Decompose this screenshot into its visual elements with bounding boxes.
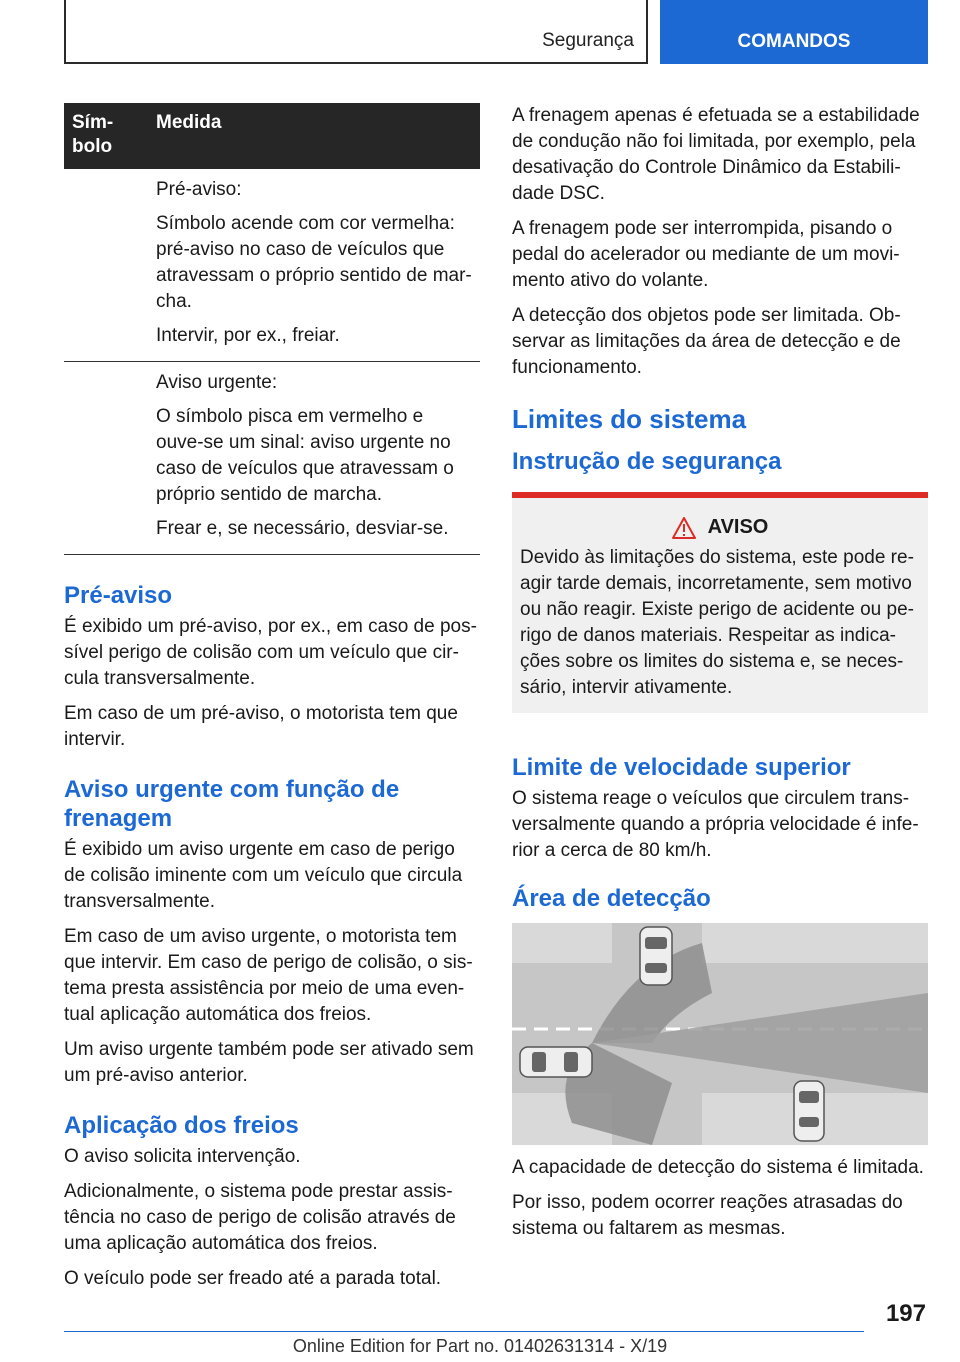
header-chapter-tab[interactable]: COMANDOS [660, 0, 928, 64]
paragraph: A frenagem apenas é efetuada se a estabilidade de condução não foi limitada, por exemplo, pela desativação do Controle Dinâmico da Estabili-dade DSC. [512, 105, 920, 204]
table-text: Aviso urgente: [156, 372, 278, 393]
warning-text: Devido às limitações do sistema, este pode re-agir tarde demais, incorretamente, sem motivo ou não reagir. Existe perigo de acidente ou pe-rigo de danos materiais. Respeitar as indica-ções sobre os limites do sistema e, se neces-sário, intervir ativamente. [520, 547, 914, 698]
header-section-box [64, 0, 648, 64]
table-header-measure: Medida [148, 103, 480, 169]
paragraph: Em caso de um aviso urgente, o motorista tem que intervir. Em caso de perigo de colisão, o sis-tema presta assistência por meio de uma even-tual aplicação automática dos freios. [64, 926, 473, 1025]
table-symbol-cell [64, 362, 148, 555]
heading-limite-velocidade: Limite de velocidade superior [512, 754, 851, 781]
header-section-title: Segurança [542, 30, 634, 51]
heading-limites-sistema: Limites do sistema [512, 404, 747, 434]
warning-box [512, 492, 928, 713]
table-measure-cell [148, 362, 480, 555]
paragraph: O veículo pode ser freado até a parada total. [64, 1268, 442, 1289]
car-top-icon [640, 927, 672, 985]
paragraph: É exibido um aviso urgente em caso de perigo de colisão iminente com um veículo que circula transversalmente. [64, 839, 463, 912]
paragraph: Adicionalmente, o sistema pode prestar assis-tência no caso de perigo de colisão através de uma aplicação automática dos freios. [64, 1181, 456, 1254]
paragraph: É exibido um pré-aviso, por ex., em caso de pos-sível perigo de colisão com um veículo que cir-cula transversalmente. [64, 616, 477, 689]
paragraph: A detecção dos objetos pode ser limitada. Ob-servar as limitações da área de detecção e de funcionamento. [512, 305, 901, 378]
paragraph: A capacidade de detecção do sistema é limitada. [512, 1157, 924, 1178]
heading-aplicacao-freios: Aplicação dos freios [64, 1112, 299, 1139]
paragraph: Um aviso urgente também pode ser ativado sem um pré-aviso anterior. [64, 1039, 474, 1086]
table-text: Intervir, por ex., freiar. [156, 325, 340, 346]
paragraph: O aviso solicita intervenção. [64, 1146, 301, 1167]
right-column [512, 103, 928, 1251]
car-left-icon [520, 1047, 592, 1077]
table-header-row [64, 103, 480, 169]
table-header-symbol: Sím- bolo [64, 103, 148, 169]
heading-area-deteccao: Área de detecção [512, 885, 711, 912]
page-header [64, 0, 928, 64]
paragraph: A frenagem pode ser interrompida, pisando o pedal do acelerador ou mediante de um movi-mento ativo do volante. [512, 218, 900, 291]
left-column [64, 103, 480, 1301]
table-text: Frear e, se necessário, desviar-se. [156, 518, 449, 539]
heading-aviso-urgente: Aviso urgente com função de frenagem [64, 776, 400, 832]
footer-divider [64, 1331, 864, 1332]
table-text: Símbolo acende com cor vermelha: pré-aviso no caso de veículos que atravessam o próprio sentido de mar-cha. [156, 213, 472, 312]
warning-triangle-icon [672, 517, 696, 539]
table-measure-cell [148, 169, 480, 362]
paragraph: Em caso de um pré-aviso, o motorista tem que intervir. [64, 703, 458, 750]
footer-edition: Online Edition for Part no. 01402631314 - X/19 [292, 1336, 668, 1356]
table-row [64, 169, 480, 362]
table-text: Pré-aviso: [156, 179, 242, 200]
heading-instrucao-seguranca: Instrução de segurança [512, 448, 782, 475]
warning-title-row [520, 516, 920, 539]
detection-area-illustration [512, 923, 928, 1145]
paragraph: O sistema reage o veículos que circulem trans-versalmente quando a própria velocidade é infe-rior a cerca de 80 km/h. [512, 788, 919, 861]
table-text: O símbolo pisca em vermelho e ouve-se um sinal: aviso urgente no caso de veículos que atravessam o próprio sentido de marcha. [156, 406, 454, 505]
symbol-table [64, 103, 480, 555]
paragraph: Por isso, podem ocorrer reações atrasadas do sistema ou faltarem as mesmas. [512, 1192, 903, 1239]
heading-pre-aviso: Pré-aviso [64, 582, 173, 609]
page-number: 197 [885, 1300, 926, 1327]
table-symbol-cell [64, 169, 148, 362]
table-row [64, 362, 480, 555]
warning-title: AVISO [707, 516, 769, 538]
car-bottom-icon [794, 1081, 824, 1141]
